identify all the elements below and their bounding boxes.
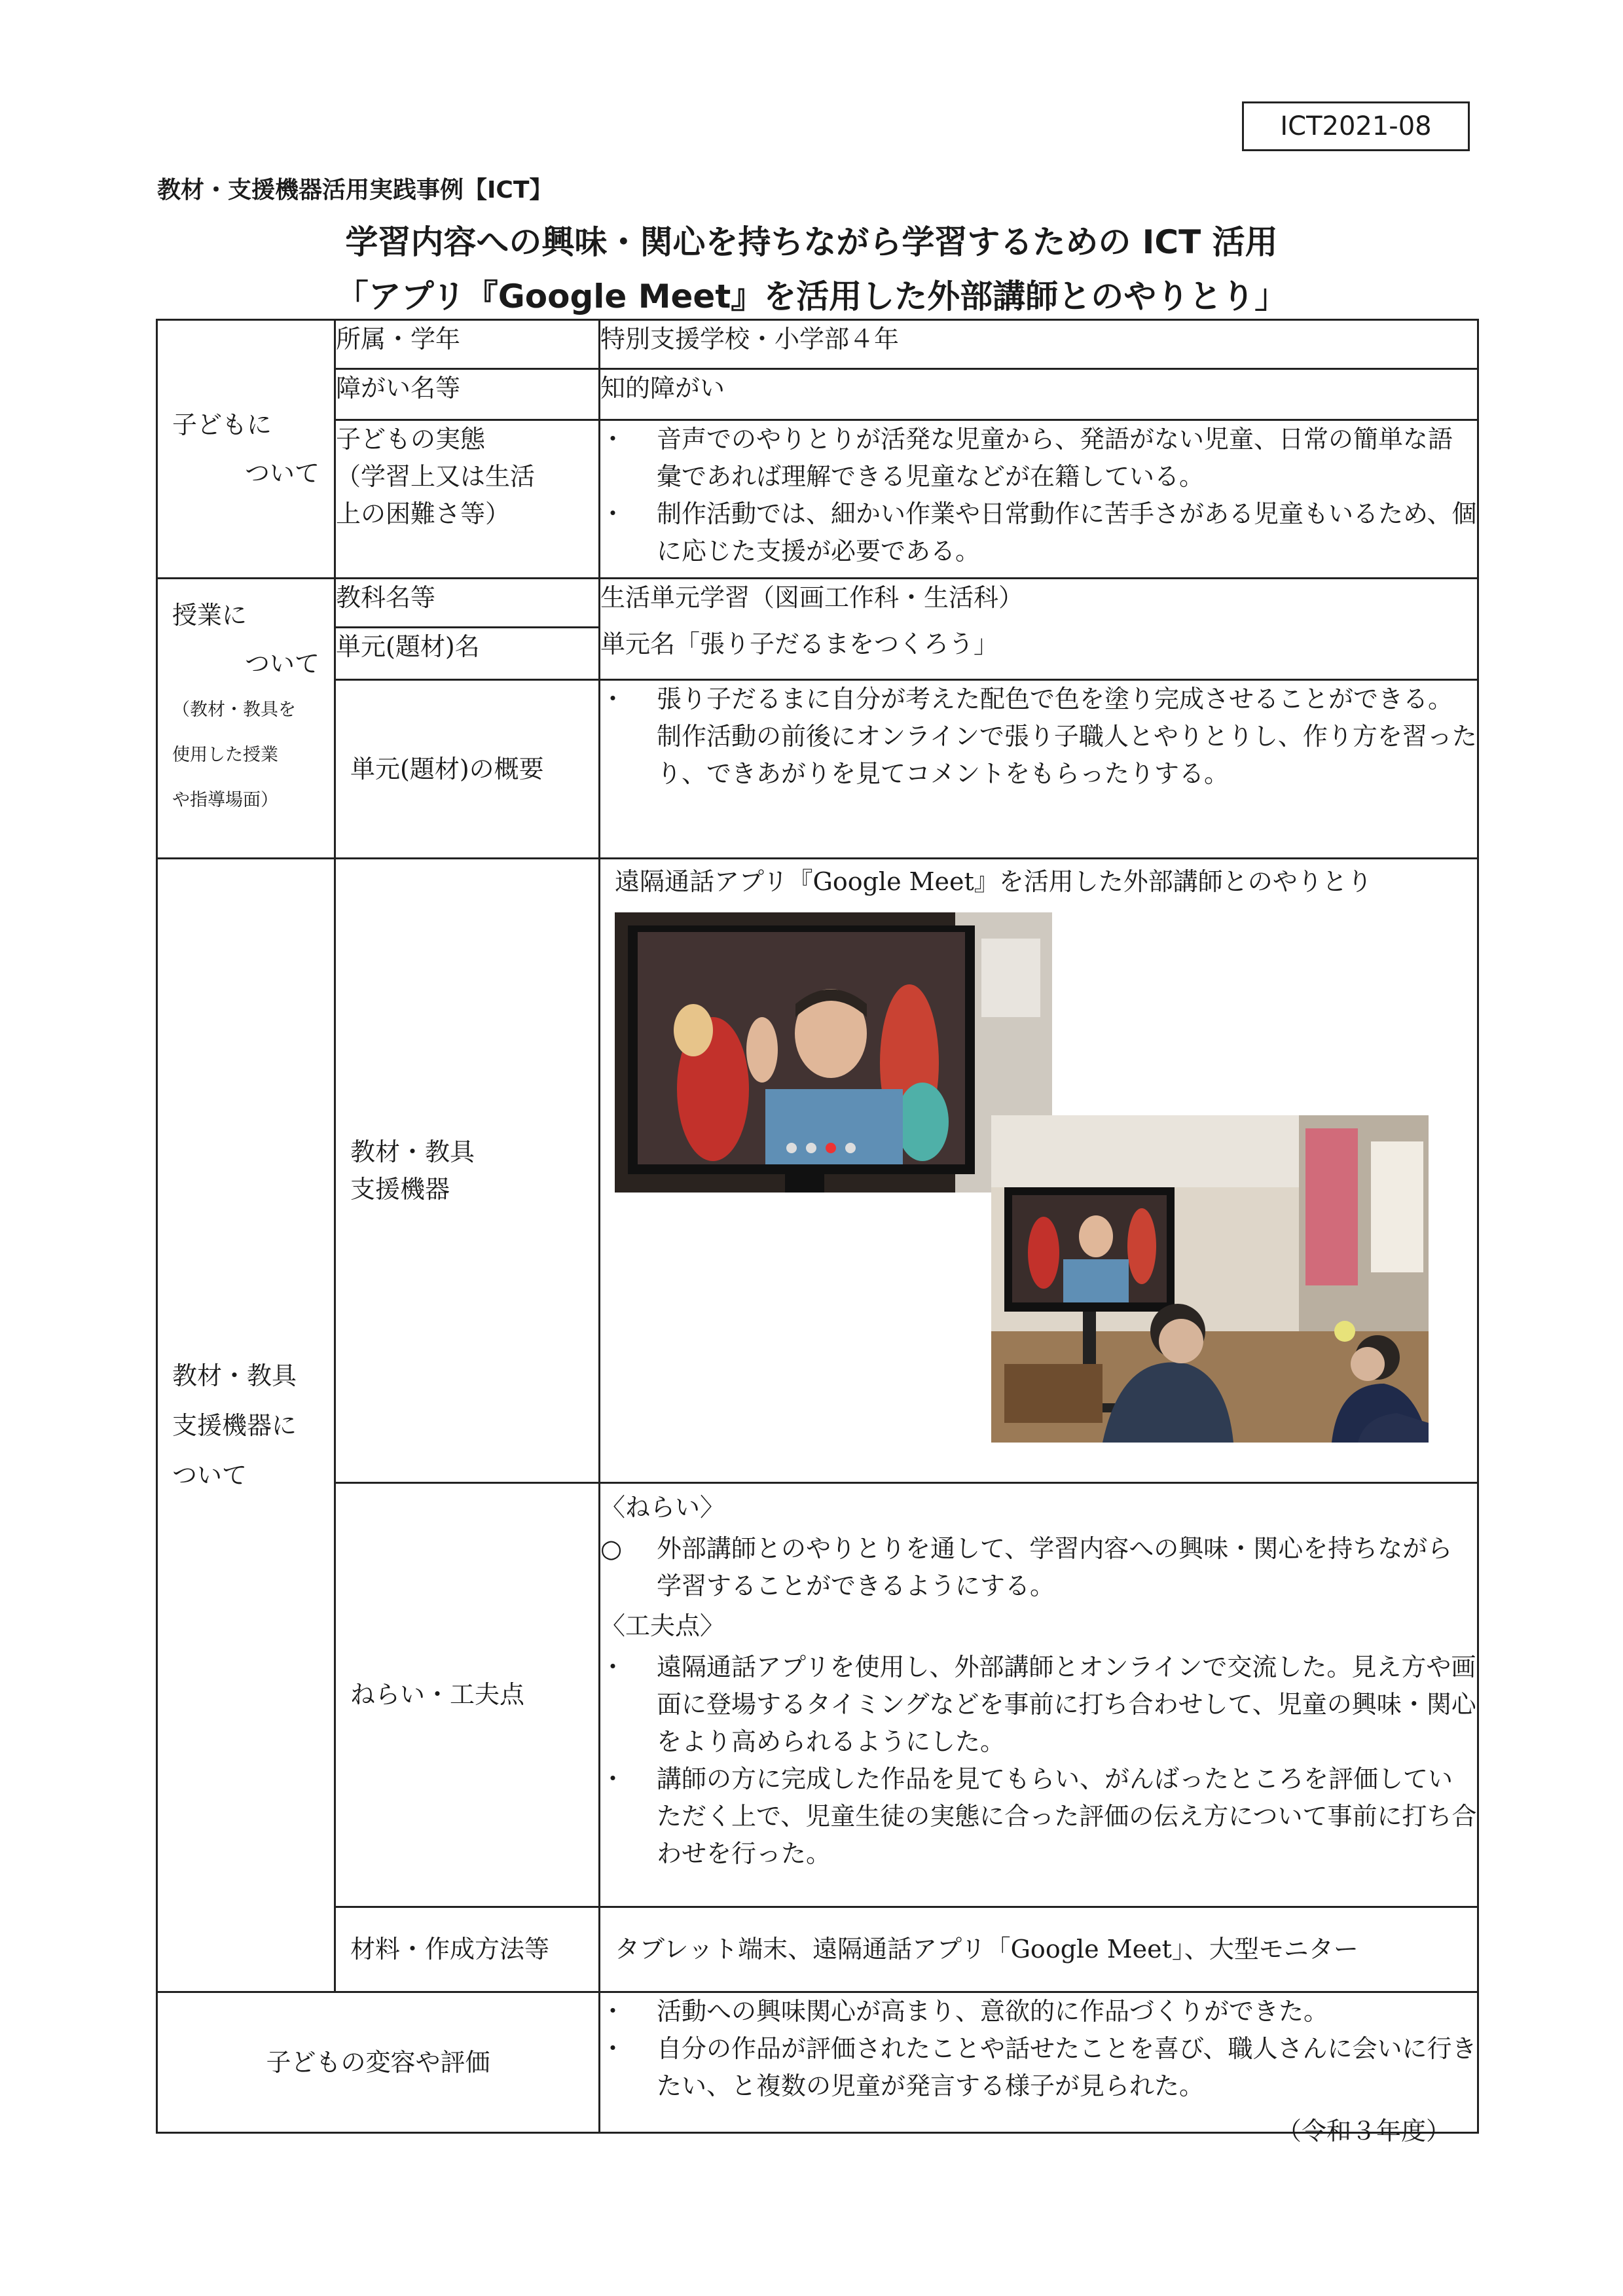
category-heading: 教材・支援機器活用実践事例【ICT】 [157,177,553,204]
table-row [157,1907,1478,1992]
list-item: ・ 音声でのやりとりが活発な児童から、発語がない児童、日常の簡単な語彙であれば理解できる児童などが在籍している。 [600,425,1453,491]
video-call-monitor-photo [615,912,1052,1193]
evaluation-label: 子どもの変容や評価 [157,1992,600,2133]
classroom-image [991,1115,1429,1443]
classroom-photo [991,1115,1429,1443]
aims-label: ねらい・工夫点 [335,1483,600,1907]
table-row [157,420,1478,579]
list-item: ・ 遠隔通話アプリを使用し、外部講師とオンラインで交流した。見え方や画面に登場するタイミングなどを事前に打ち合わせして、児童の興味・関心をより高められるようにした。 [600,1653,1476,1756]
table-row [157,320,1478,369]
lesson-section-label: 授業に ついて （教材・教具を 使用した授業 や指導場面） [157,579,335,859]
unit-overview-label: 単元(題材)の概要 [335,680,600,859]
tools-value [600,859,1478,1483]
list-item: ・ 講師の方に完成した作品を見てもらい、がんばったところを評価していただく上で、児童生徒の実態に合った評価の伝え方について事前に打ち合わせを行った。 [600,1765,1477,1868]
list-item: ○ 外部講師とのやりとりを通して、学習内容への興味・関心を持ちながら学習することができるようにする。 [600,1534,1453,1600]
unit-overview-value [600,680,1478,859]
child-state-value [600,420,1478,579]
title-line-1: 学習内容への興味・関心を持ちながら学習するための ICT 活用 [345,223,1278,261]
subject-unit-value: 生活単元学習（図画工作科・生活科） 単元名「張り子だるまをつくろう」 [600,579,1478,680]
table-row [157,859,1478,1483]
document-code: ICT2021-08 [1242,101,1470,151]
unit-name-label: 単元(題材)名 [335,628,600,680]
list-item: ・ 張り子だるまに自分が考えた配色で色を塗り完成させることができる。制作活動の前後にオンラインで張り子職人とやりとりし、作り方を習ったり、できあがりを見てコメントをもらったりする。 [600,685,1477,788]
fiscal-year-note: （令和３年度） [1277,2117,1451,2145]
list-item: ・ 制作活動では、細かい作業や日常動作に苦手さがある児童もいるため、個に応じた支援が必要である。 [600,499,1477,565]
affiliation-label: 所属・学年 [335,320,600,369]
table-row [157,680,1478,859]
ingenuity-heading: 〈工夫点〉 [600,1611,725,1640]
disability-value: 知的障がい [600,369,1478,420]
materials-section-label: 教材・教具 支援機器に ついて [157,859,335,1992]
disability-label: 障がい名等 [335,369,600,420]
method-label: 材料・作成方法等 [335,1907,600,1992]
tools-label: 教材・教具 支援機器 [335,859,600,1483]
table-row [157,1483,1478,1907]
title-line-2: 「アプリ『Google Meet』を活用した外部講師とのやりとり」 [335,278,1288,315]
subject-label: 教科名等 [335,579,600,628]
case-table [156,319,1479,2134]
affiliation-value: 特別支援学校・小学部４年 [600,320,1478,369]
child-section-label: 子どもに ついて [157,320,335,579]
aim-heading: 〈ねらい〉 [600,1493,725,1522]
aims-value [600,1483,1478,1907]
photo-area [615,912,1463,1482]
monitor-closeup-image [615,912,1052,1193]
photo-caption: 遠隔通話アプリ『Google Meet』を活用した外部講師とのやりとり [615,867,1372,896]
table-row [157,369,1478,420]
list-item: ・ 自分の作品が評価されたことや話せたことを喜び、職人さんに会いに行きたい、と複数の児童が発言する様子が見られた。 [600,2034,1477,2100]
list-item: ・ 活動への興味関心が高まり、意欲的に作品づくりができた。 [600,1997,1329,2026]
table-row [157,579,1478,628]
child-state-label: 子どもの実態 （学習上又は生活 上の困難さ等） [335,420,600,579]
lesson-section-note: （教材・教具を 使用した授業 や指導場面） [172,700,296,810]
method-value: タブレット端末、遠隔通話アプリ「Google Meet」、大型モニター [600,1907,1478,1992]
